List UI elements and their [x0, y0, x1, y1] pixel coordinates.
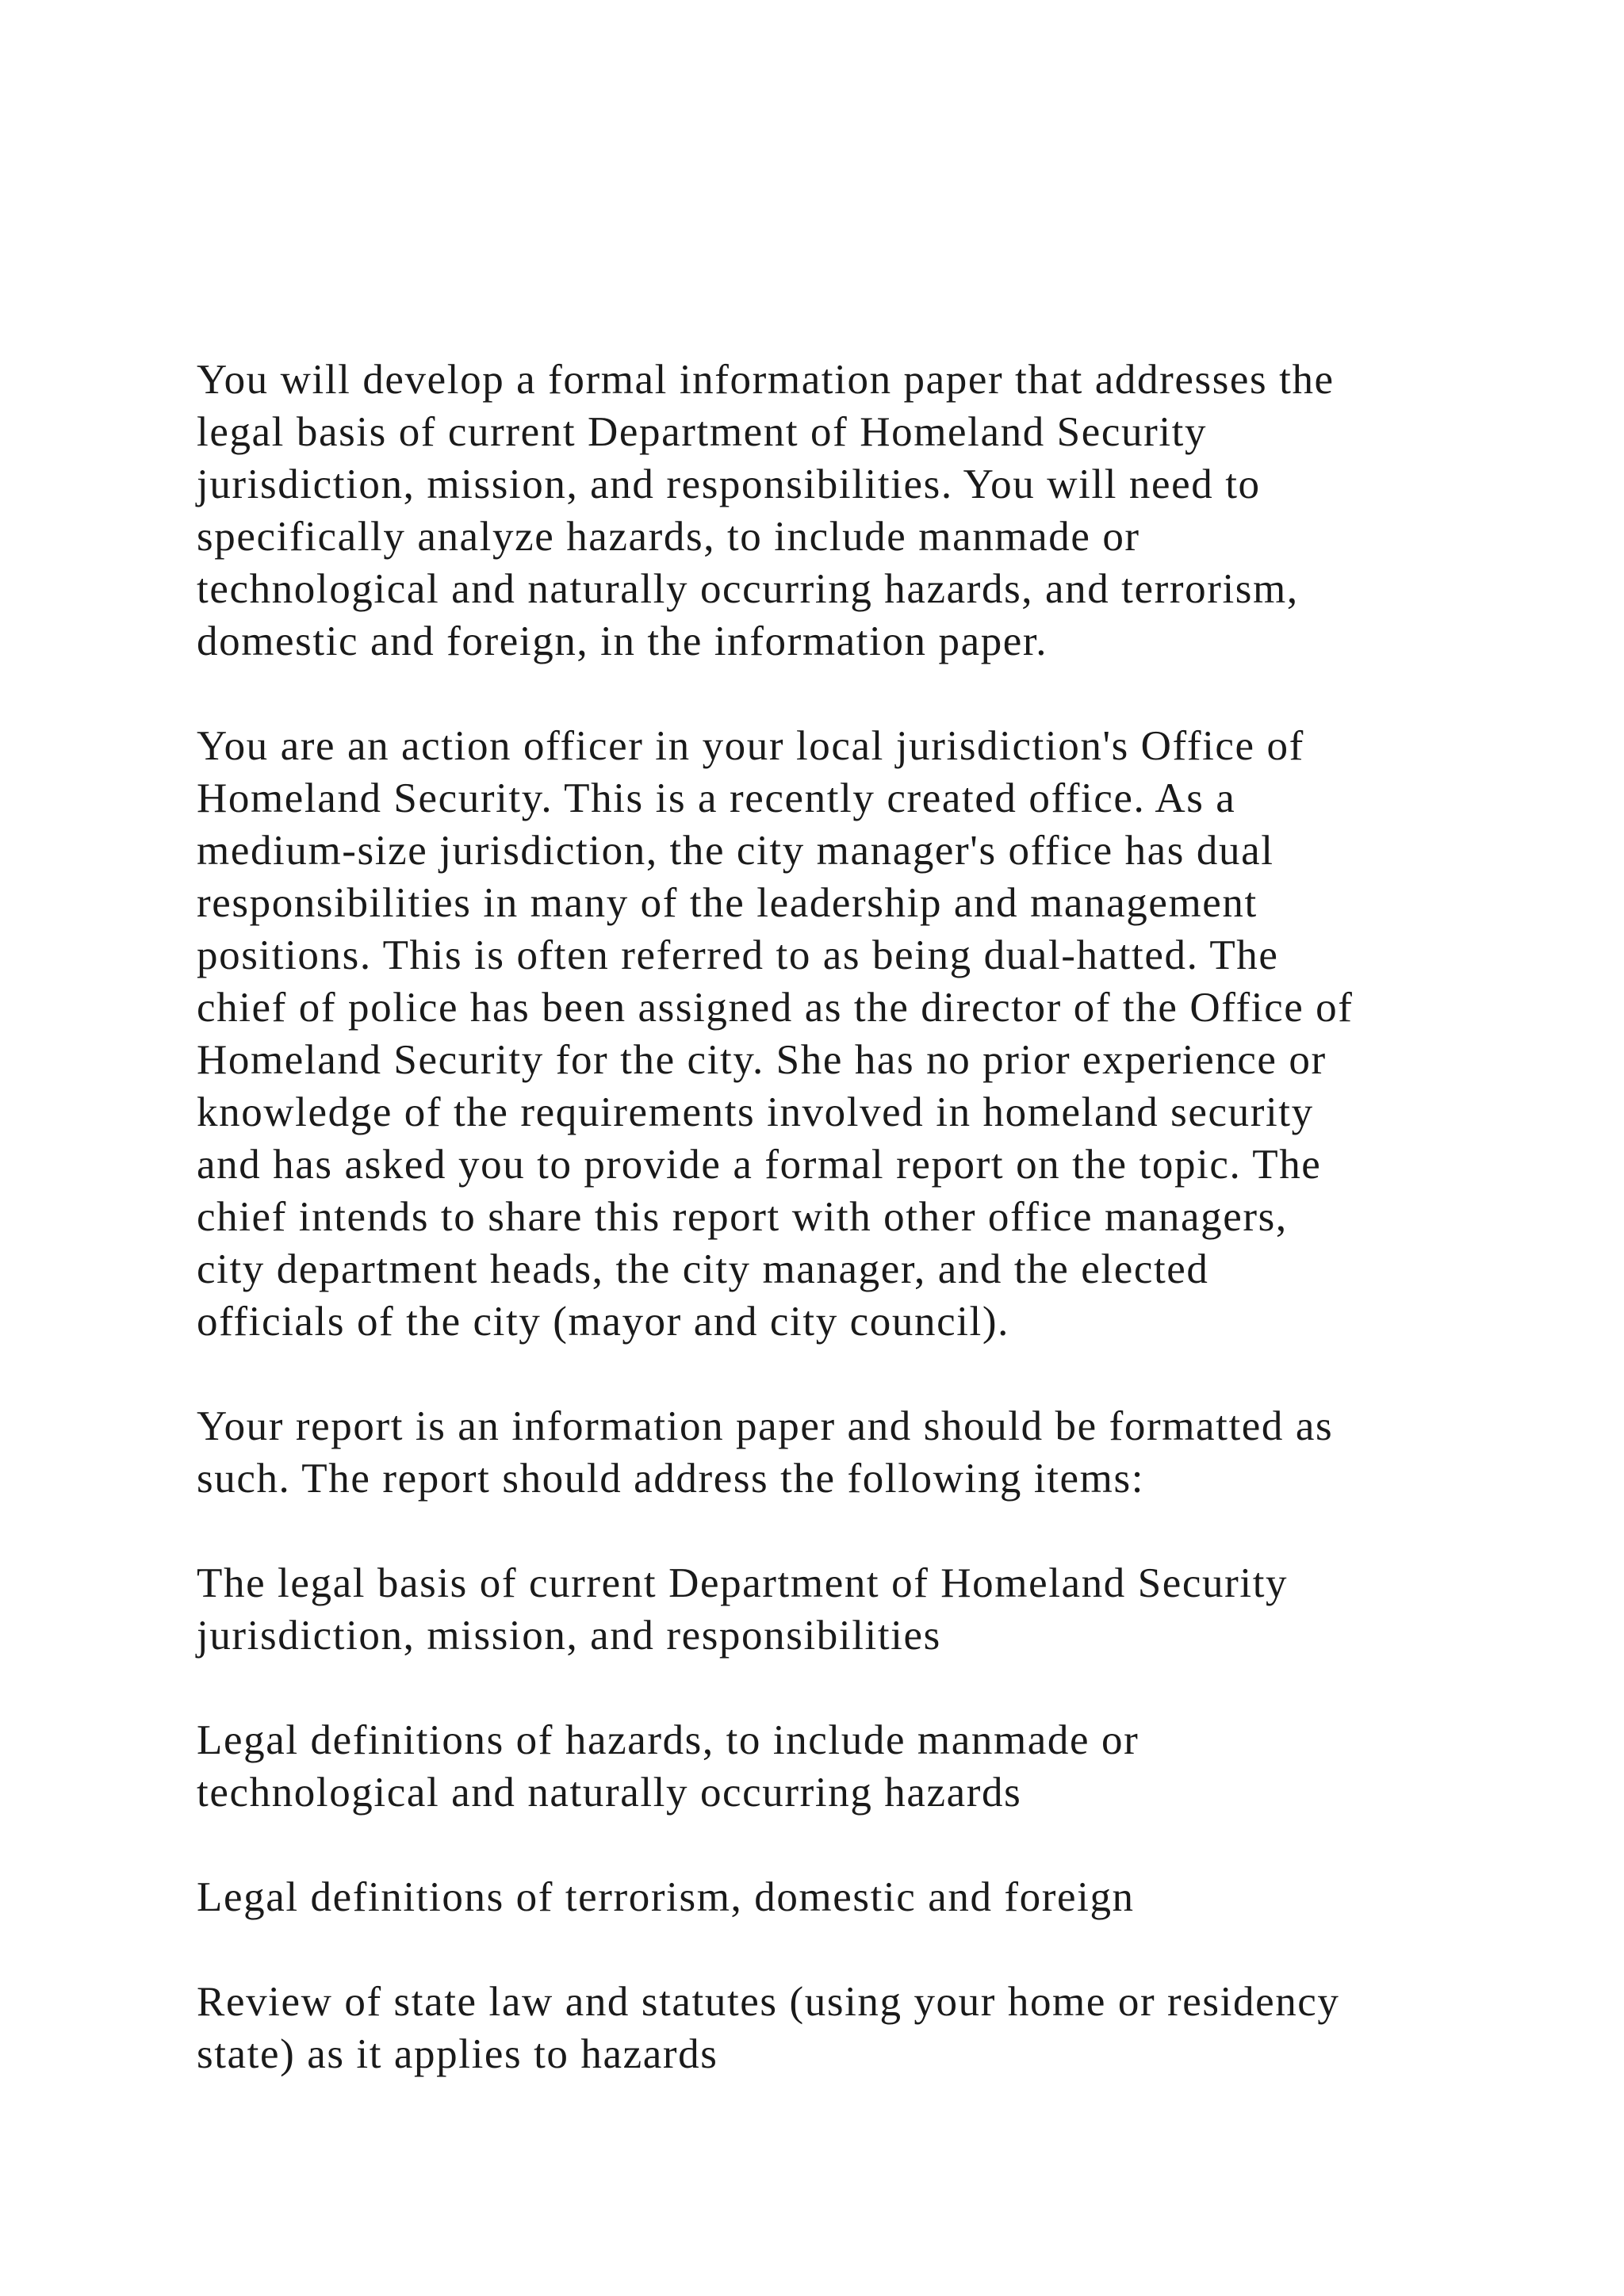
text-line: Review of state law and statutes (using your home or residency	[197, 1979, 1340, 2025]
text-line: The legal basis of current Department of Homeland Security	[197, 1560, 1289, 1606]
text-line: state) as it applies to hazards	[197, 2031, 718, 2077]
text-line: and has asked you to provide a formal report on the topic. The	[197, 1142, 1322, 1188]
text-line: legal basis of current Department of Homeland Security	[197, 409, 1208, 455]
text-line: You are an action officer in your local jurisdiction's Office of	[197, 723, 1304, 769]
paragraph-report-format	[197, 1400, 1513, 1505]
text-line: positions. This is often referred to as being dual-hatted. The	[197, 932, 1279, 978]
text-line: knowledge of the requirements involved in homeland security	[197, 1089, 1314, 1135]
text-line: officials of the city (mayor and city council).	[197, 1299, 1009, 1345]
item-terrorism-definitions	[197, 1871, 1513, 1923]
text-line: Legal definitions of terrorism, domestic and foreign	[197, 1874, 1135, 1920]
paragraph-intro	[197, 354, 1513, 668]
text-line: Your report is an information paper and should be formatted as	[197, 1403, 1334, 1449]
text-line: specifically analyze hazards, to include manmade or	[197, 514, 1140, 560]
text-line: such. The report should address the following items:	[197, 1456, 1145, 1502]
text-line: Homeland Security. This is a recently created office. As a	[197, 775, 1236, 821]
text-line: city department heads, the city manager, and the elected	[197, 1246, 1209, 1292]
text-line: chief of police has been assigned as the director of the Office of	[197, 985, 1354, 1031]
text-line: Legal definitions of hazards, to include manmade or	[197, 1717, 1139, 1763]
text-line: responsibilities in many of the leadership and management	[197, 880, 1258, 926]
paragraph-scenario	[197, 720, 1513, 1348]
text-line: domestic and foreign, in the information paper.	[197, 618, 1048, 664]
text-line: technological and naturally occurring hazards	[197, 1770, 1022, 1816]
text-line: jurisdiction, mission, and responsibilities. You will need to	[197, 461, 1261, 507]
item-legal-basis	[197, 1557, 1513, 1662]
document-body	[197, 354, 1513, 2133]
text-line: Homeland Security for the city. She has no prior experience or	[197, 1037, 1327, 1083]
text-line: medium-size jurisdiction, the city manager's office has dual	[197, 828, 1274, 874]
text-line: technological and naturally occurring hazards, and terrorism,	[197, 566, 1299, 612]
text-line: chief intends to share this report with other office managers,	[197, 1194, 1288, 1240]
text-line: jurisdiction, mission, and responsibilities	[197, 1613, 941, 1659]
text-line: You will develop a formal information paper that addresses the	[197, 357, 1335, 403]
item-hazard-definitions	[197, 1714, 1513, 1819]
item-state-law-review	[197, 1976, 1513, 2080]
